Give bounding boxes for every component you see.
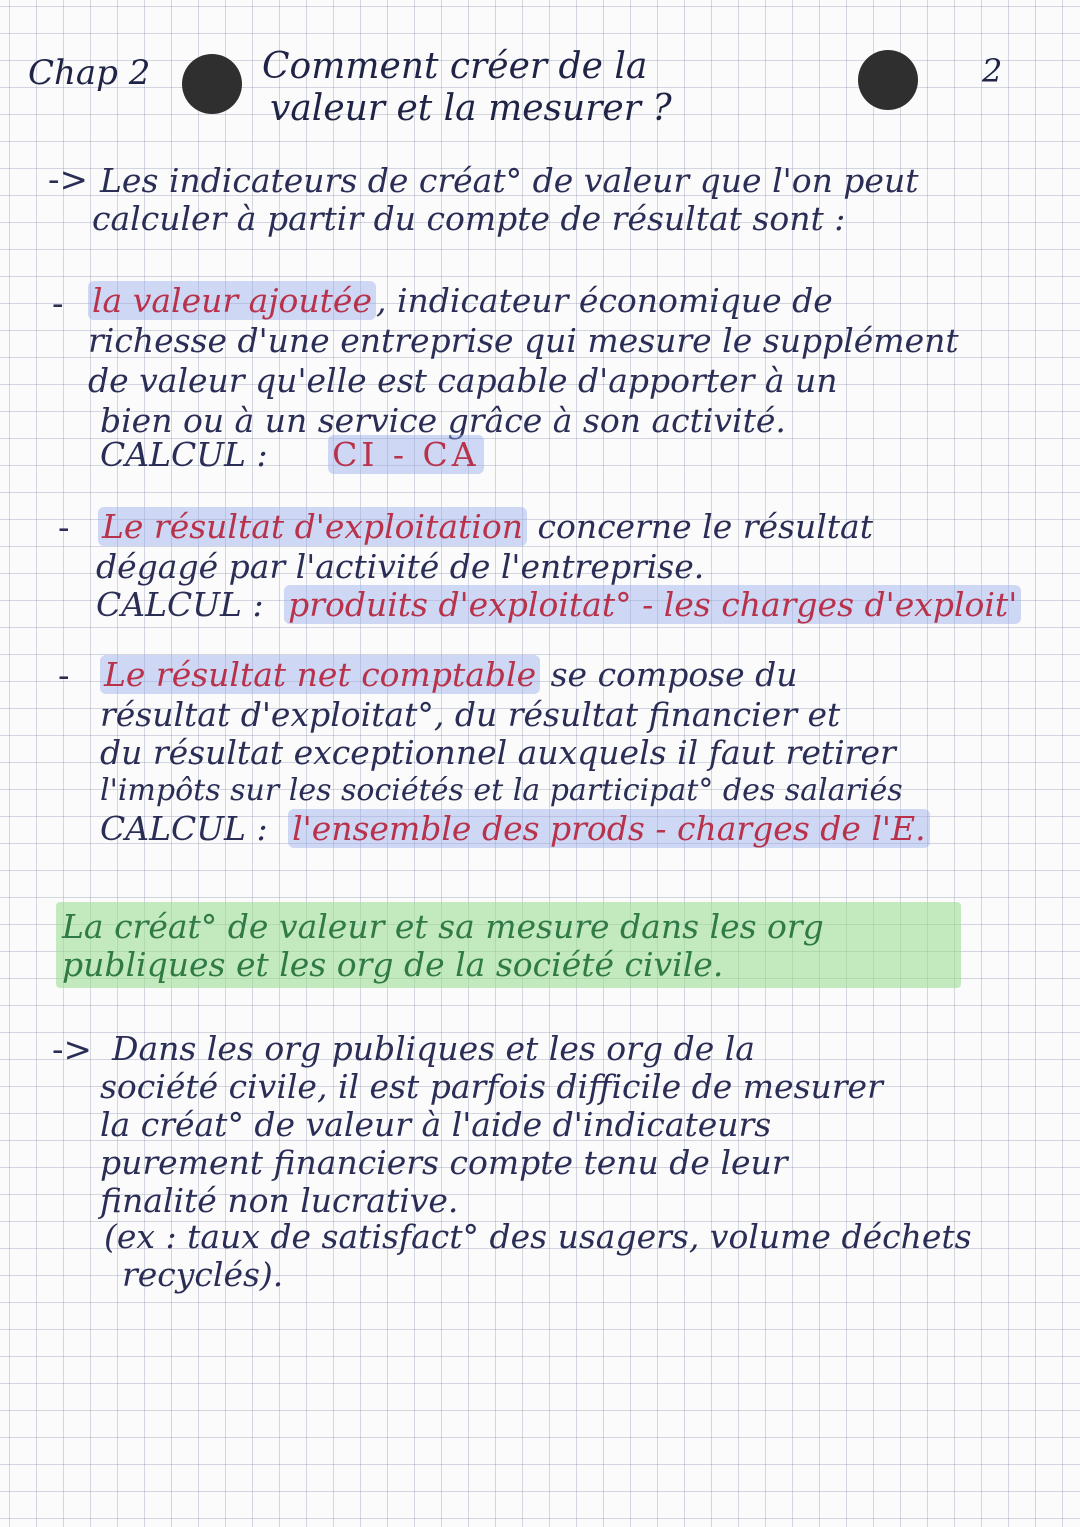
binder-hole-right — [858, 50, 918, 110]
item1-line3: de valeur qu'elle est capable d'apporter à un — [88, 361, 838, 400]
section-heading-line1: La créat° de valeur et sa mesure dans les org — [62, 907, 824, 946]
item1-line2: richesse d'une entreprise qui mesure le supplément — [88, 321, 959, 360]
term-valeur-ajoutee: la valeur ajoutée — [88, 281, 376, 320]
section-body-line5: finalité non lucrative. — [100, 1181, 459, 1220]
chapter-label: Chap 2 — [28, 53, 151, 93]
page-number: 2 — [982, 52, 1003, 90]
intro-line1: Les indicateurs de créat° de valeur que l'on peut — [100, 161, 919, 200]
section-body-line6: (ex : taux de satisfact° des usagers, volume déchets — [104, 1217, 972, 1256]
binder-hole-left — [182, 54, 242, 114]
item3-line3: du résultat exceptionnel auxquels il faut retirer — [100, 733, 896, 772]
section-body-line3: la créat° de valeur à l'aide d'indicateurs — [100, 1105, 772, 1144]
item1-def-part: , indicateur économique de — [375, 281, 833, 320]
item2-line2: dégagé par l'activité de l'entreprise. — [96, 547, 705, 586]
item1-line1 — [88, 282, 833, 320]
item3-def-part: se compose du — [540, 655, 798, 694]
item3-line4: l'impôts sur les sociétés et la participat° des salariés — [100, 773, 903, 808]
section-body-line4: purement financiers compte tenu de leur — [100, 1143, 788, 1182]
calcul-label: CALCUL : — [100, 435, 268, 474]
section-arrow: -> — [52, 1030, 92, 1070]
intro-line2: calculer à partir du compte de résultat sont : — [92, 199, 846, 238]
item2-calcul — [96, 586, 1021, 624]
item2-def-part: concerne le résultat — [526, 507, 873, 546]
term-resultat-exploitation: Le résultat d'exploitation — [98, 507, 527, 546]
calcul-label: CALCUL : — [100, 809, 268, 848]
item1-line4: bien ou à un service grâce à son activité. — [100, 401, 786, 440]
item3-line2: résultat d'exploitat°, du résultat financier et — [100, 695, 841, 734]
bullet-dash: - — [52, 284, 64, 324]
calcul-value: l'ensemble des prods - charges de l'E. — [288, 809, 930, 848]
item3-calcul — [100, 810, 930, 848]
section-body-line2: société civile, il est parfois difficile de mesurer — [100, 1067, 883, 1106]
page-title-line2: valeur et la mesurer ? — [270, 88, 672, 129]
item1-calcul — [100, 436, 484, 474]
calcul-value: produits d'exploitat° - les charges d'exploit' — [284, 585, 1021, 624]
term-resultat-net-comptable: Le résultat net comptable — [100, 655, 540, 694]
section-body-line1: Dans les org publiques et les org de la — [112, 1029, 755, 1068]
section-body-line7: recyclés). — [122, 1255, 284, 1294]
bullet-dash: - — [58, 656, 70, 696]
calcul-value: CI - CA — [328, 435, 484, 474]
calcul-label: CALCUL : — [96, 585, 264, 624]
intro-arrow: -> — [48, 160, 88, 200]
item3-line1 — [100, 656, 798, 694]
item2-line1 — [98, 508, 873, 546]
bullet-dash: - — [58, 508, 70, 548]
page-title-line1: Comment créer de la — [262, 46, 648, 87]
section-heading-line2: publiques et les org de la société civile. — [62, 945, 724, 984]
